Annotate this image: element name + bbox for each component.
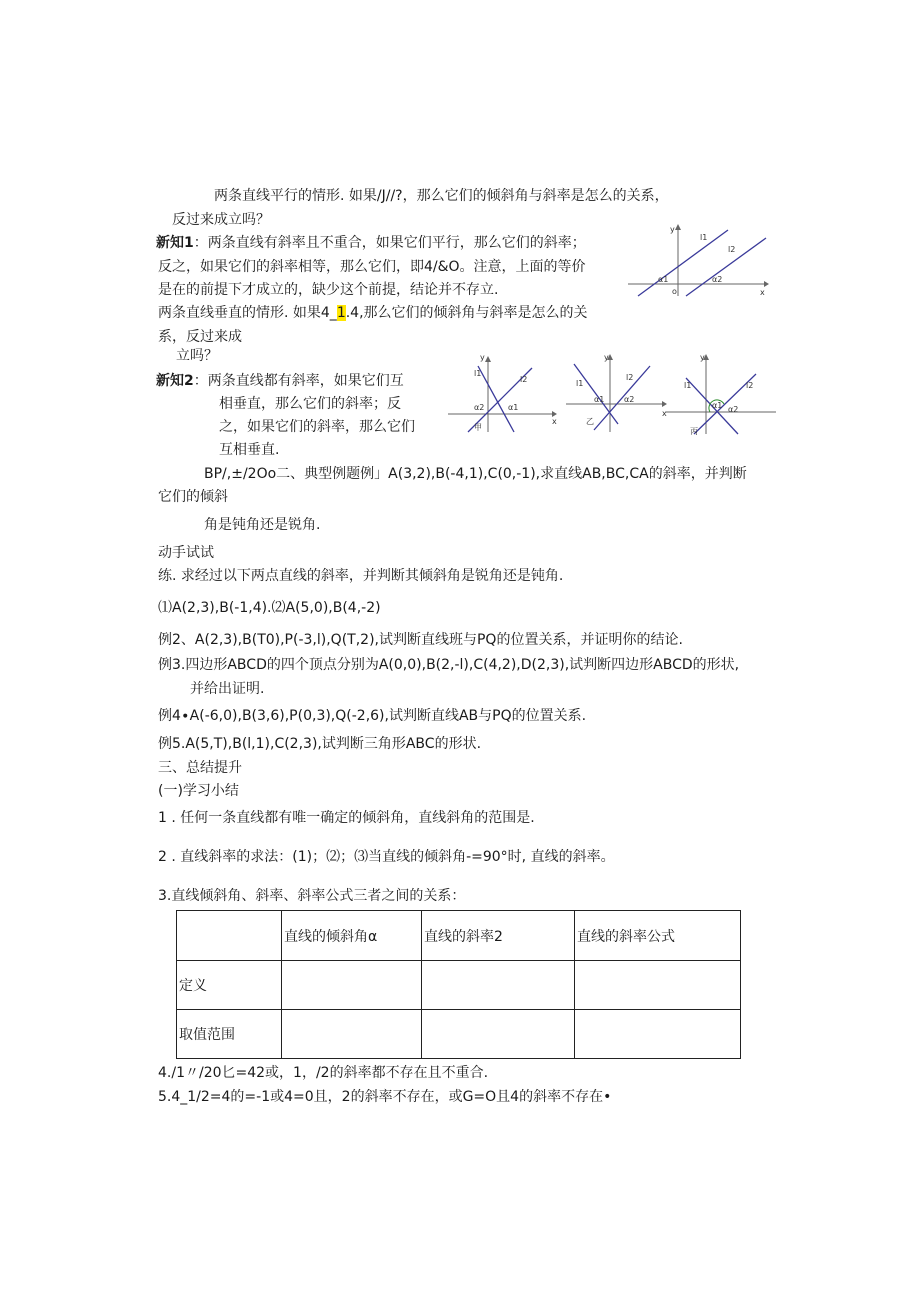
l2-label: l2 [626,373,634,382]
knowledge2-line1 [156,371,404,391]
x-label: x [662,409,667,418]
y-axis-arrow-icon [485,356,491,362]
example1-line2: 它们的倾斜 [158,489,228,505]
table-header-cell: 直线的倾斜角α [282,911,422,961]
x-axis-arrow-icon [764,281,769,287]
table-cell [575,961,741,1010]
knowledge1-label: 新知1 [156,235,194,251]
relation-table [176,910,741,1059]
table-header-cell: 直线的斜率公式 [575,911,741,961]
knowledge1-line3: 是在的前提下才成立的，缺少这个前提，结论并不存立. [158,282,499,298]
table-cell [422,961,575,1010]
knowledge1-text1: ：两条直线有斜率且不重合，如果它们平行，那么它们的斜率； [193,235,586,251]
alpha1-label: α1 [712,401,723,410]
figure-tag: 乙 [586,417,594,426]
parallel-question-line2: 反过来成立吗？ [172,212,270,228]
example2: 例2、A(2,3),B(T0),P(-3,l),Q(T,2),试判断直线班与PQ的位置关系，并证明你的结论. [158,632,683,648]
example4: 例4∙A(-6,0),B(3,6),P(0,3),Q(-2,6),试判断直线AB与PQ的位置关系. [158,708,587,724]
example3-line1: 例3.四边形ABCD的四个顶点分别为A(0,0),B(2,-l),C(4,2),D(2,3),试判断四边形ABCD的形状, [158,657,740,673]
l2-label: l2 [746,381,754,390]
table-header-row [177,911,741,961]
summary-point5: 5.4_1/2=4的=-1或4=0且，2的斜率不存在，或G=O且4的斜率不存在• [158,1089,612,1105]
alpha2-label: α2 [712,275,723,284]
table-header-cell: 直线的斜率2 [422,911,575,961]
y-label: y [700,353,705,362]
table-cell [575,1010,741,1059]
line-l2 [686,238,766,296]
perpendicular-question-line3: 立吗？ [176,348,218,364]
example1-line3: 角是钝角还是锐角. [204,517,321,533]
y-axis-arrow-icon [675,224,681,230]
knowledge2-label: 新知2 [156,373,194,389]
l1-label: l1 [474,369,482,378]
line-l1 [638,230,728,296]
figure-parallel-lines [628,222,770,298]
figure-perpendicular-jia [448,352,560,434]
knowledge2-line3: 之，如果它们的斜率，那么它们 [219,419,415,435]
x-label: x [760,288,765,297]
x-label: x [552,417,557,426]
perpendicular-question-line2: 系，反过来成 [158,329,242,345]
knowledge2-text1: ：两条直线都有斜率，如果它们互 [193,373,404,389]
practice-line1: 练. 求经过以下两点直线的斜率，并判断其倾斜角是锐角还是钝角. [158,568,564,584]
alpha1-label: α1 [658,275,669,284]
summary-subtitle: (一)学习小结 [158,783,239,799]
figure-perpendicular-yi [566,352,670,434]
alpha2-label: α2 [728,405,739,414]
perpendicular-question-post: .4,那么它们的倾斜角与斜率是怎么的关 [345,305,588,321]
table-cell [422,1010,575,1059]
alpha1-label: α1 [508,403,519,412]
table-cell [282,961,422,1010]
knowledge2-line2: 相垂直，那么它们的斜率；反 [219,396,401,412]
perpendicular-question-pre: 两条直线垂直的情形. 如果4_ [158,305,337,321]
y-label: y [480,353,485,362]
line-l1 [478,366,514,432]
origin-label: o [672,287,677,296]
practice-line2: ⑴A(2,3),B(-1,4).⑵A(5,0),B(4,-2) [158,600,381,616]
summary-point4: 4./1〃/20匕=42或，1，/2的斜率都不存在且不重合. [158,1065,489,1081]
parallel-question-line1: 两条直线平行的情形. 如果/J//?，那么它们的倾斜角与斜率是怎么的关系， [214,188,669,204]
alpha1-label: α1 [594,395,605,404]
l1-label: l1 [576,379,584,388]
figure-tag: 甲 [474,423,482,432]
table-header-cell [177,911,282,961]
knowledge2-line4: 互相垂直. [219,442,280,458]
summary-point3: 3.直线倾斜角、斜率、斜率公式三者之间的关系： [158,888,466,904]
knowledge1-line1 [156,233,586,253]
alpha2-label: α2 [474,403,485,412]
example5: 例5.A(5,T),B(l,1),C(2,3),试判断三角形ABC的形状. [158,736,482,752]
table-cell [282,1010,422,1059]
y-label: y [604,353,609,362]
table-row [177,1010,741,1059]
l2-label: l2 [728,245,736,254]
summary-point1: 1 . 任何一条直线都有唯一确定的倾斜角，直线斜角的范围是. [158,810,535,826]
figure-tag: 丙 [690,427,698,436]
example3-line2: 并给出证明. [190,681,265,697]
practice-title: 动手试试 [158,545,214,561]
summary-title: 三、总结提升 [158,760,242,776]
figure-perpendicular-bing [666,352,778,436]
line-l1 [574,364,618,424]
summary-point2: 2 . 直线斜率的求法：(1)；⑵；⑶当直线的倾斜角-=90°时, 直线的斜率。 [158,849,615,865]
example1-line1: BP/,±/2Oo二、典型例题例」A(3,2),B(-4,1),C(0,-1),求直线AB,BC,CA的斜率，并判断 [204,466,747,482]
l1-label: l1 [700,233,708,242]
perpendicular-question-line1 [158,303,588,323]
l2-label: l2 [520,375,528,384]
knowledge1-line2: 反之，如果它们的斜率相等，那么它们，即4/&O。注意，上面的等价 [158,259,586,275]
table-cell: 定义 [177,961,282,1010]
y-label: y [670,225,675,234]
table-cell: 取值范围 [177,1010,282,1059]
l1-label: l1 [684,381,692,390]
alpha2-label: α2 [624,395,635,404]
table-row [177,961,741,1010]
highlighted-text: 1 [336,305,346,321]
